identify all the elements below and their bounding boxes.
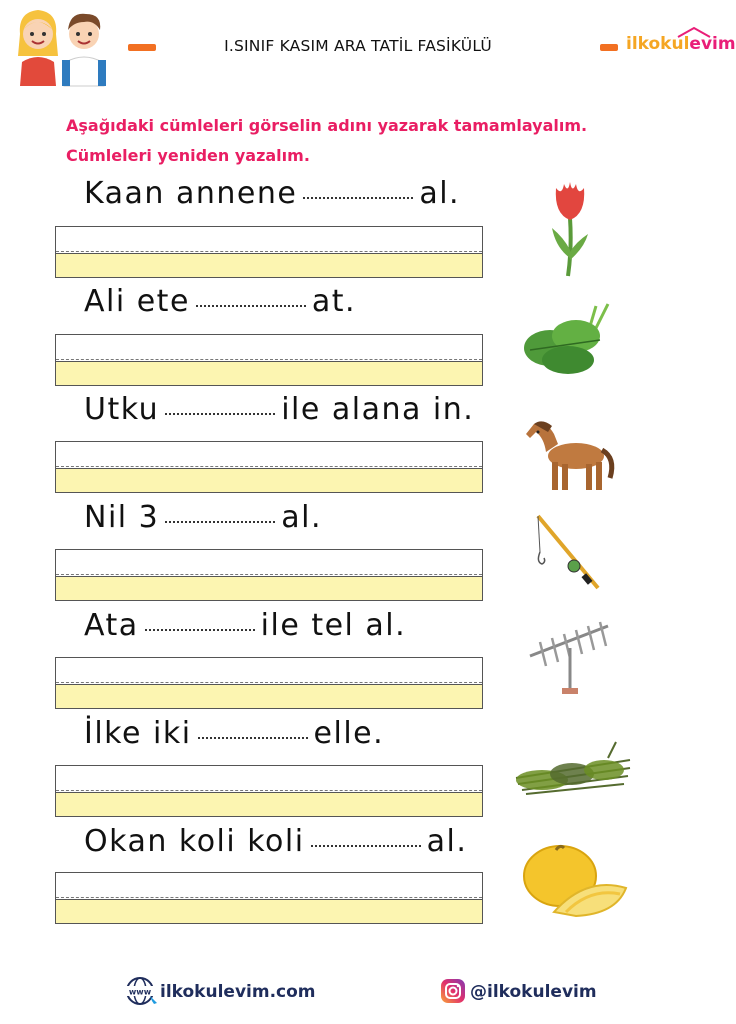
instruction-line-2: Cümleleri yeniden yazalım. [66, 146, 310, 165]
writing-lines-box[interactable] [55, 226, 483, 278]
house-roof-icon [676, 26, 712, 38]
writing-lines-box[interactable] [55, 549, 483, 601]
brand-logo-part2: evim [689, 34, 736, 54]
tulip-icon [548, 178, 592, 278]
exercise-sentence [84, 392, 474, 427]
sentence-start: Nil 3 [84, 500, 160, 535]
website-link[interactable]: ilkokulevim.com [160, 982, 316, 1002]
sentence-start: Utku [84, 392, 160, 427]
blank-dotted-line [196, 295, 306, 307]
sentence-start: Okan koli koli [84, 824, 305, 859]
blank-dotted-line [165, 511, 275, 523]
blank-dotted-line [303, 187, 413, 199]
exercise-sentence [84, 716, 384, 751]
sentence-end: elle. [313, 716, 385, 751]
instagram-handle[interactable]: @ilkokulevim [470, 982, 597, 1002]
sentence-end: ile alana in. [281, 392, 475, 427]
sentence-end: ile tel al. [260, 608, 407, 643]
sentence-start: İlke iki [84, 716, 192, 751]
writing-lines-box[interactable] [55, 441, 483, 493]
sentence-end: al. [281, 500, 322, 535]
www-label: www [128, 987, 152, 997]
fishing-rod-icon [532, 512, 604, 592]
children-illustration [14, 4, 114, 86]
page-title: I.SINIF KASIM ARA TATİL FASİKÜLÜ [224, 37, 492, 55]
writing-lines-box[interactable] [55, 657, 483, 709]
blank-dotted-line [165, 403, 275, 415]
sentence-end: al. [419, 176, 461, 211]
header-dash-left [128, 44, 156, 51]
antenna-icon [526, 616, 612, 698]
blank-dotted-line [311, 835, 421, 847]
website-globe-icon [124, 976, 160, 1006]
sentence-start: Ali ete [84, 284, 190, 319]
horse-icon [524, 418, 618, 494]
exercise-sentence [84, 500, 322, 535]
sentence-end: at. [311, 284, 357, 319]
instagram-icon [440, 978, 466, 1004]
melon-icon [516, 842, 630, 918]
sentence-start: Ata [84, 608, 139, 643]
exercise-sentence [84, 176, 460, 211]
exercise-sentence [84, 608, 406, 643]
brand-logo-part1: ilkokul [626, 34, 690, 54]
exercise-sentence [84, 824, 467, 859]
writing-lines-box[interactable] [55, 765, 483, 817]
header-dash-right [600, 44, 618, 51]
mint-icon [520, 300, 614, 378]
thyme-icon [512, 738, 636, 804]
writing-lines-box[interactable] [55, 334, 483, 386]
writing-lines-box[interactable] [55, 872, 483, 924]
sentence-end: al. [426, 824, 468, 859]
instruction-line-1: Aşağıdaki cümleleri görselin adını yazarak tamamlayalım. [66, 116, 588, 135]
sentence-start: Kaan annene [84, 176, 298, 211]
blank-dotted-line [145, 619, 255, 631]
exercise-sentence [84, 284, 356, 319]
blank-dotted-line [198, 727, 308, 739]
